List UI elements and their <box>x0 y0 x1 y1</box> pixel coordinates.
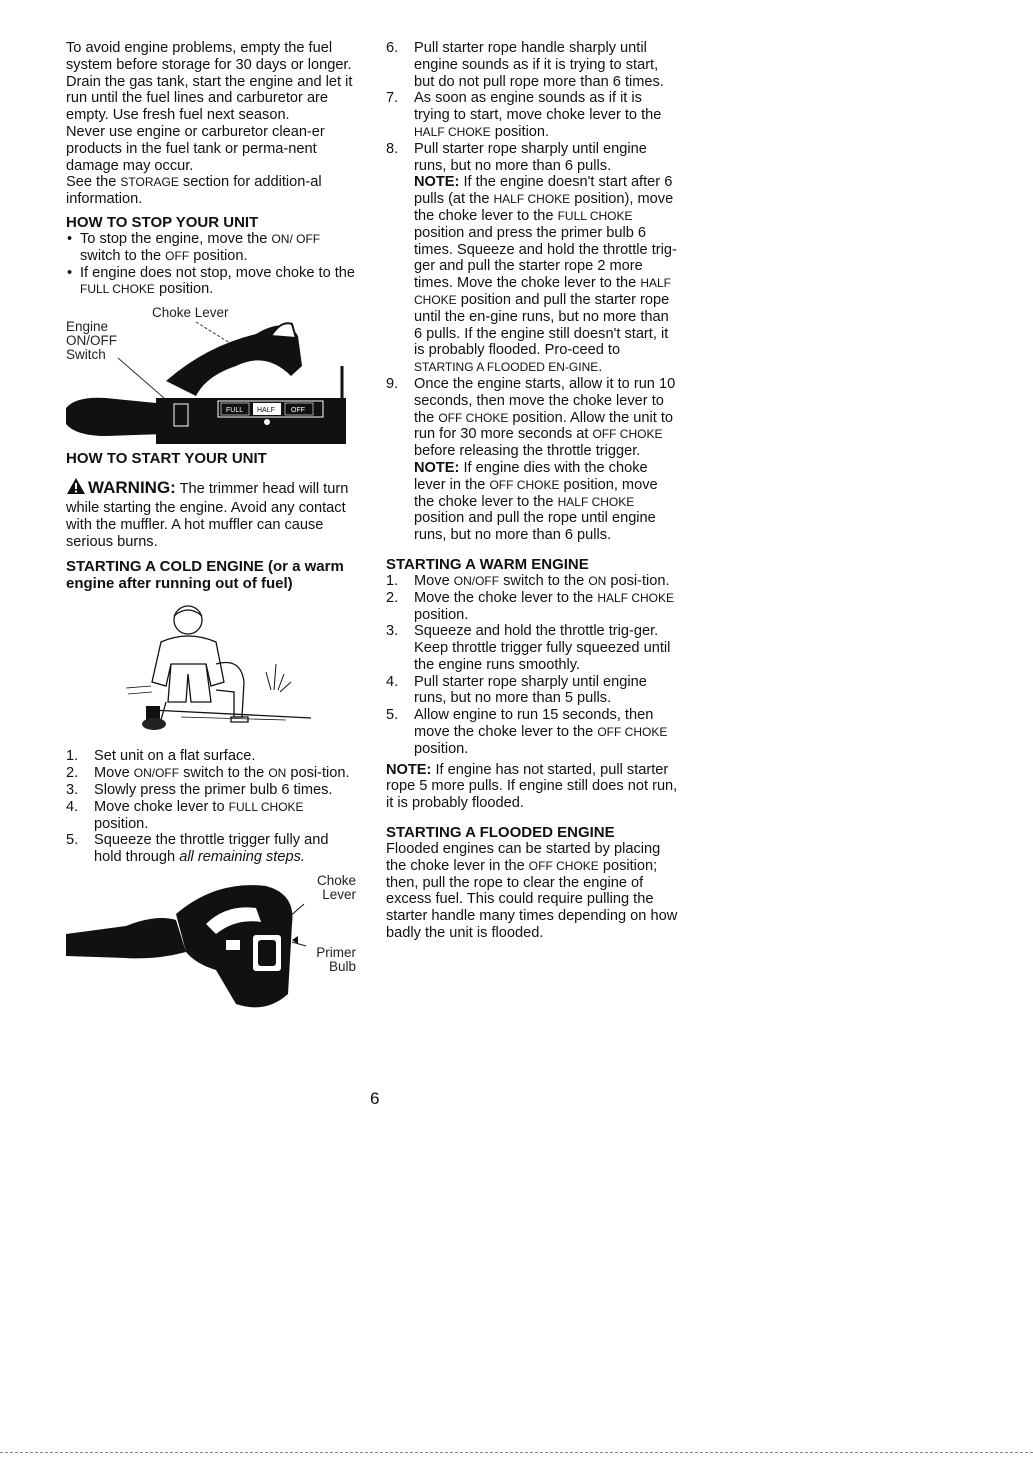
cold-start-steps-continued <box>386 40 678 544</box>
text: OFF CHOKE <box>528 858 599 873</box>
text: If the engine doesn't start after 6 pulls (at the <box>414 174 673 208</box>
right-column <box>386 40 678 942</box>
text: To stop the engine, move the <box>80 230 272 247</box>
step-number: 1. <box>386 572 399 589</box>
text: section for addition-al information. <box>66 174 322 208</box>
person-starting-trimmer-illustration <box>66 602 356 742</box>
list-item <box>386 573 678 590</box>
bullet-list <box>66 231 358 298</box>
text: ON/OFF <box>453 573 500 588</box>
text: all remaining steps. <box>179 849 305 866</box>
text: position. Allow the unit to run for 30 more seconds at <box>414 409 674 443</box>
text: Move <box>94 765 134 782</box>
text: HALF CHOKE <box>493 192 571 207</box>
text: position; then, pull the rope to clear the engine of excess fuel. This could require pulling the starter handle many times depending on how badly the unit is flooded. <box>386 857 678 942</box>
text: OFF CHOKE <box>597 725 668 740</box>
text: Move the choke lever to the <box>414 589 598 606</box>
switch-full-label: FULL <box>226 407 244 415</box>
text: The trimmer head will turn while starting the engine. Avoid any contact with the muffler. A hot muffler can cause serious burns. <box>66 481 349 550</box>
engine-housing-illustration <box>66 874 306 1014</box>
step-number: 3. <box>386 623 399 640</box>
warm-start-steps <box>386 573 678 758</box>
step-number: 6. <box>386 40 399 56</box>
text: . <box>598 359 603 376</box>
text: OFF CHOKE <box>489 477 560 492</box>
text: position and press the primer bulb 6 times. Squeeze and hold the throttle trig-ger and pull the starter rope 2 more times. Move the choke lever to the <box>414 224 677 292</box>
choke-lever-label <box>308 874 356 902</box>
text: If engine has not started, pull starter rope 5 more pulls. If engine still does not run, it is probably flooded. <box>386 761 678 812</box>
text: position. <box>414 606 469 623</box>
intro-paragraph <box>66 174 358 208</box>
text: before releasing the throttle trigger. <box>414 443 641 460</box>
text: OFF CHOKE <box>438 410 509 425</box>
text: ON/OFF <box>133 766 180 781</box>
cold-start-steps <box>66 748 358 866</box>
intro-paragraph: Never use engine or carburetor clean-er products in the fuel tank or perma-nent damage may occur. <box>66 123 325 174</box>
list-item <box>386 90 678 140</box>
text: ON <box>268 766 287 781</box>
choke-primer-figure <box>66 874 356 1014</box>
text: OFF <box>165 248 190 263</box>
text: Flooded engines can be started by placing the choke lever in the <box>386 841 661 874</box>
step-number: 5. <box>386 707 399 724</box>
text: Set unit on a flat surface. <box>94 748 256 765</box>
text: Slowly press the primer bulb 6 times. <box>94 781 333 798</box>
list-item <box>66 799 358 833</box>
text: HALF CHOKE <box>414 124 491 139</box>
note-label: NOTE: <box>386 761 432 778</box>
section-heading: STARTING A FLOODED ENGINE <box>386 824 615 842</box>
text: Move <box>414 572 454 589</box>
primer-bulb-label <box>308 946 356 974</box>
engine-switch-label: Engine ON/OFF Switch <box>66 319 117 363</box>
text: If engine does not stop, move choke to the <box>80 264 356 281</box>
text: switch to the <box>179 765 269 782</box>
warm-note <box>386 762 678 812</box>
text: Squeeze and hold the throttle trig-ger. Keep throttle trigger fully squeezed until the engine runs smoothly. <box>414 623 671 673</box>
text: HALF CHOKE <box>557 494 635 509</box>
list-item <box>386 674 678 708</box>
list-item <box>386 590 678 624</box>
note-label: NOTE: <box>414 459 460 476</box>
section-heading: STARTING A COLD ENGINE (or a warm engine after running out of fuel) <box>66 558 344 593</box>
text: Pull starter rope sharply until engine runs, but no more than 6 pulls. <box>414 140 647 174</box>
list-item <box>66 231 358 265</box>
step-number: 7. <box>386 90 399 107</box>
section-heading: STARTING A WARM ENGINE <box>386 555 589 573</box>
text: If engine dies with the choke lever in the <box>414 459 648 493</box>
warning-paragraph <box>66 477 358 550</box>
text: As soon as engine sounds as if it is trying to start, move choke lever to the <box>414 90 662 124</box>
text: Pull starter rope handle sharply until engine sounds as if it is trying to start, but do not pull rope more than 6 times. <box>414 40 664 90</box>
step-number: 5. <box>66 832 79 849</box>
switch-choke-figure <box>66 306 356 444</box>
note-label: NOTE: <box>414 174 460 191</box>
switch-half-label: HALF <box>257 407 275 415</box>
text: STARTING A FLOODED EN-GINE <box>414 360 599 375</box>
text: posi-tion. <box>606 572 670 589</box>
text: Choke Lever <box>316 872 356 902</box>
list-item <box>66 832 358 866</box>
person-trimmer-figure <box>66 602 356 742</box>
text: Move choke lever to <box>94 798 229 815</box>
text: STORAGE <box>120 175 179 190</box>
choke-lever-label: Choke Lever <box>152 305 229 321</box>
left-column <box>66 40 358 1014</box>
step-number: 1. <box>66 748 79 765</box>
text: position. <box>189 247 248 264</box>
text: posi-tion. <box>286 765 350 782</box>
page-bottom-rule <box>0 1452 1033 1453</box>
list-item <box>386 376 678 544</box>
switch-off-label: OFF <box>291 407 305 415</box>
step-number: 4. <box>386 673 399 690</box>
list-item <box>66 765 358 782</box>
warning-triangle-icon <box>66 477 86 500</box>
text: position and pull the rope until engine runs, but no more than 6 pulls. <box>414 510 656 544</box>
step-number: 4. <box>66 798 79 815</box>
text: position and pull the starter rope until the en-gine runs, but no more than 6 pulls. If the engine still doesn't start, it is probably flooded. Pro-ceed to <box>414 291 670 359</box>
step-number: 2. <box>386 589 399 606</box>
text: position), move the choke lever to the <box>414 191 674 224</box>
text: FULL CHOKE <box>80 282 155 297</box>
step-number: 2. <box>66 765 79 782</box>
step-number: 8. <box>386 140 399 157</box>
text: Allow engine to run 15 seconds, then move the choke lever to the <box>414 707 654 741</box>
text: position, move the choke lever to the <box>414 476 658 510</box>
list-item <box>386 623 678 673</box>
warning-label: WARNING: <box>88 478 176 498</box>
text: Primer Bulb <box>316 944 356 974</box>
section-heading: HOW TO START YOUR UNIT <box>66 450 267 468</box>
text: switch to the <box>499 572 589 589</box>
text: position. <box>154 281 214 298</box>
list-item <box>66 265 358 299</box>
text: position. <box>490 123 550 140</box>
text: FULL CHOKE <box>228 799 304 814</box>
list-item <box>386 141 678 376</box>
text: Pull starter rope sharply until engine runs, but no more than 5 pulls. <box>414 673 647 707</box>
trimmer-control-illustration <box>66 306 356 444</box>
list-item <box>386 40 678 90</box>
step-number: 3. <box>66 781 79 798</box>
list-item <box>66 748 358 765</box>
text: Once the engine starts, allow it to run 10 seconds, then move the choke lever to the <box>414 375 676 426</box>
intro-paragraph: To avoid engine problems, empty the fuel system before storage for 30 days or longer. Drain the gas tank, start the engine and let it run until the fuel lines and carburetor are empty. Use fresh fuel next season. <box>66 40 353 124</box>
text: ON <box>588 573 607 588</box>
text: Squeeze the throttle trigger fully and hold through <box>94 832 329 866</box>
flood-paragraph <box>386 841 678 942</box>
list-item <box>386 707 678 757</box>
text: ON/ OFF <box>271 231 321 246</box>
step-number: 9. <box>386 375 399 392</box>
text: FULL CHOKE <box>557 208 633 223</box>
text: position. <box>94 815 149 832</box>
page-number: 6 <box>370 1089 380 1108</box>
text: HALF CHOKE <box>414 276 671 307</box>
text: See the <box>66 174 121 191</box>
list-item <box>66 782 358 799</box>
text: position. <box>414 740 469 757</box>
text: switch to the <box>80 247 166 264</box>
section-heading: HOW TO STOP YOUR UNIT <box>66 213 259 231</box>
text: HALF CHOKE <box>597 590 675 605</box>
text: OFF CHOKE <box>592 427 663 442</box>
